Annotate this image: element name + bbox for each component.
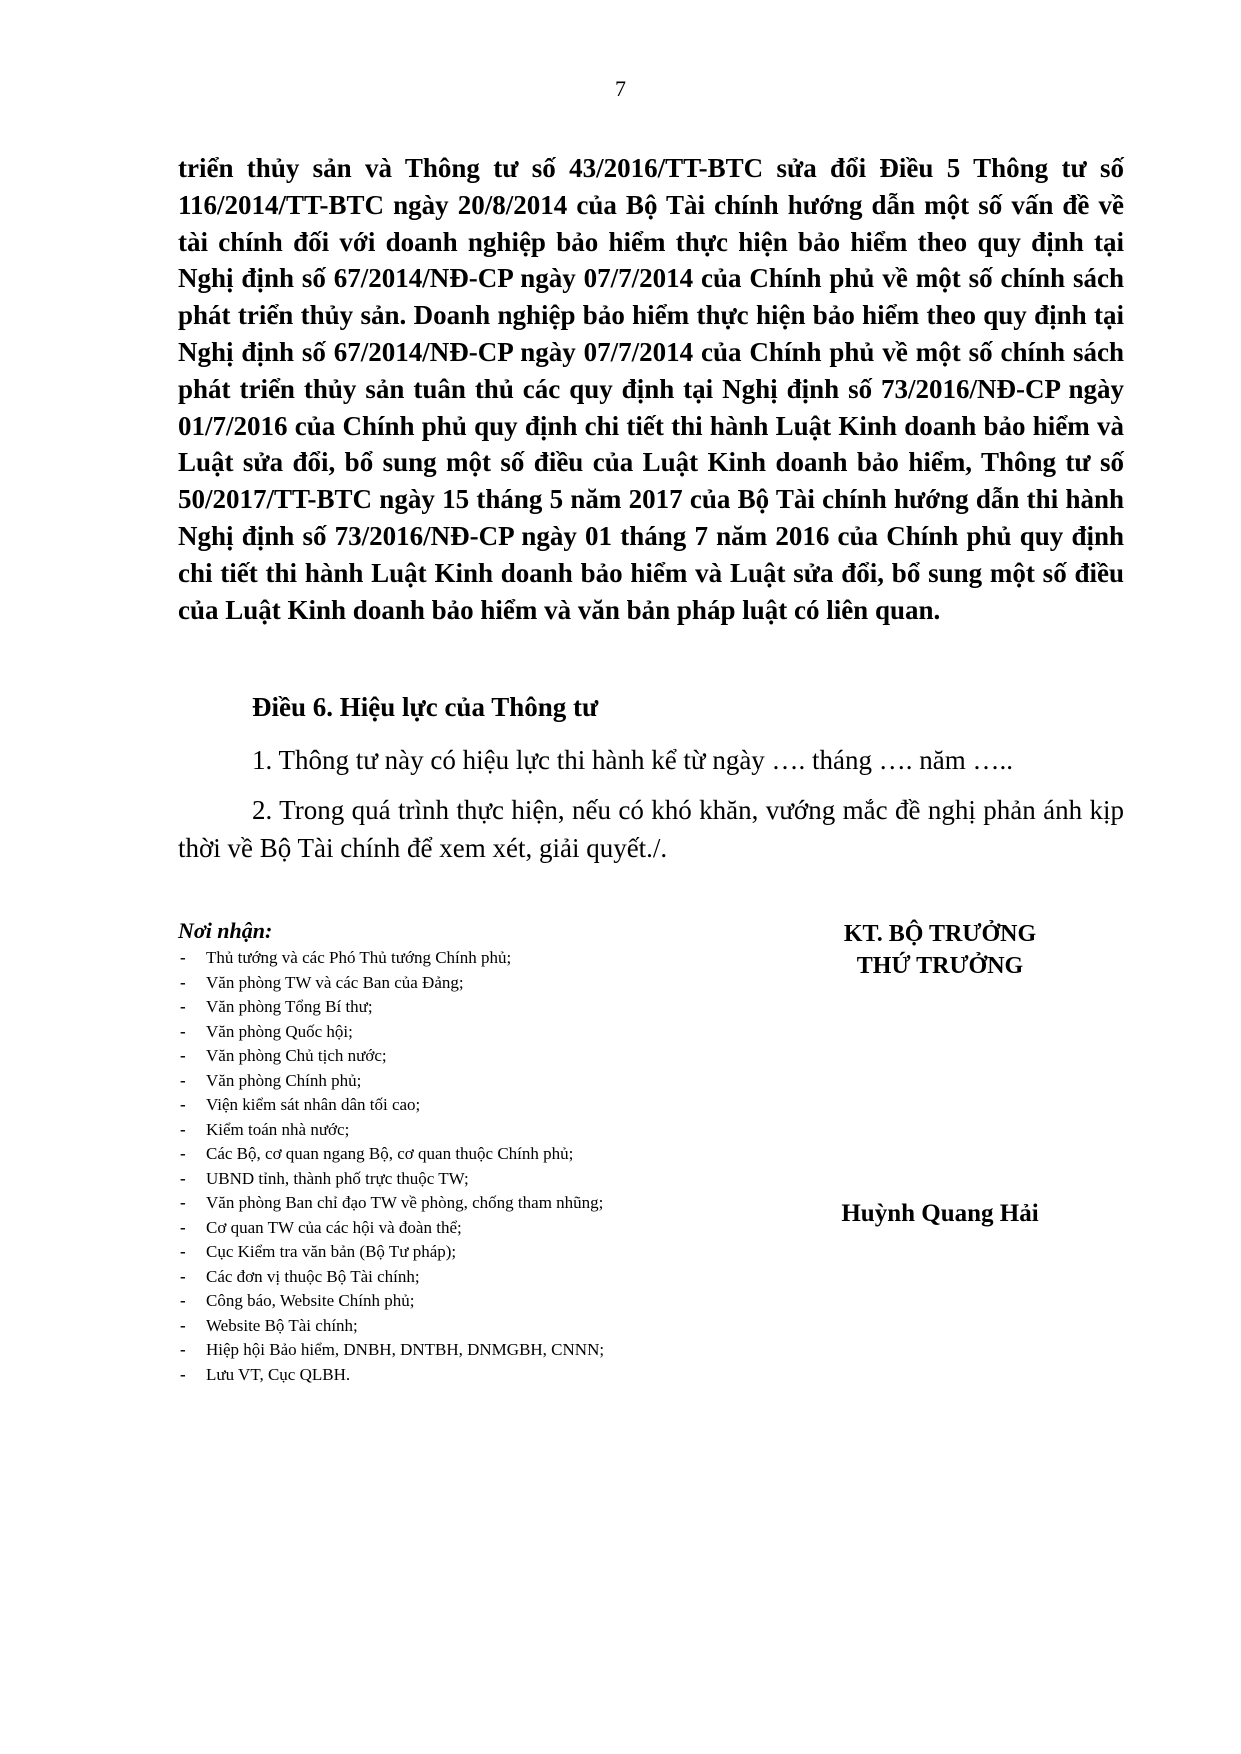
recipient-text: Kiểm toán nhà nước; <box>206 1119 350 1139</box>
recipient-text: Thủ tướng và các Phó Thủ tướng Chính phủ; <box>206 948 512 967</box>
recipient-text: Văn phòng TW và các Ban của Đảng; <box>206 972 464 992</box>
recipient-item <box>178 946 738 971</box>
signature-title: THỨ TRƯỞNG <box>856 953 1024 979</box>
recipient-item <box>178 995 738 1020</box>
list-dash: - <box>180 1119 186 1139</box>
article-5-continuation-paragraph: triển thủy sản và Thông tư số 43/2016/TT-BTC sửa đổi Điều 5 Thông tư số 116/2014/TT-BTC ngày 20/8/2014 của Bộ Tài chính hướng dẫn một số vấn đề về tài chính đối với doanh nghiệp bảo hiểm thực hiện bảo hiểm theo quy định tại Nghị định số 67/2014/NĐ-CP ngày 07/7/2014 của Chính phủ về một số chính sách phát triển thủy sản. Doanh nghiệp bảo hiểm thực hiện bảo hiểm theo quy định tại Nghị định số 67/2014/NĐ-CP ngày 07/7/2014 của Chính phủ về một số chính sách phát triển thủy sản tuân thủ các quy định tại Nghị định số 73/2016/NĐ-CP ngày 01/7/2016 của Chính phủ quy định chi tiết thi hành Luật Kinh doanh bảo hiểm và Luật sửa đổi, bổ sung một số điều của Luật Kinh doanh bảo hiểm, Thông tư số 50/2017/TT-BTC ngày 15 tháng 5 năm 2017 của Bộ Tài chính hướng dẫn thi hành Nghị định số 73/2016/NĐ-CP ngày 01 tháng 7 năm 2016 của Chính phủ quy định chi tiết thi hành Luật Kinh doanh bảo hiểm và Luật sửa đổi, bổ sung một số điều của Luật Kinh doanh bảo hiểm và văn bản pháp luật có liên quan. <box>178 153 1124 625</box>
recipient-item <box>178 1314 738 1339</box>
signature-authority: KT. BỘ TRƯỞNG <box>843 921 1037 947</box>
recipient-text: Viện kiểm sát nhân dân tối cao; <box>206 1095 421 1114</box>
signer-name: Huỳnh Quang Hải <box>841 1200 1039 1227</box>
recipients-title: Nơi nhận: <box>178 918 273 943</box>
recipient-list <box>178 946 738 1387</box>
list-dash: - <box>180 1046 186 1065</box>
recipient-item <box>178 971 738 996</box>
recipient-text: Văn phòng Ban chỉ đạo TW về phòng, chống tham nhũng; <box>206 1193 604 1212</box>
list-dash: - <box>180 1144 186 1163</box>
recipient-text: Website Bộ Tài chính; <box>206 1315 358 1335</box>
recipient-item <box>178 1142 738 1167</box>
recipient-item <box>178 1093 738 1118</box>
list-dash: - <box>180 948 186 967</box>
recipient-item <box>178 1020 738 1045</box>
list-dash: - <box>180 1095 186 1114</box>
recipient-item <box>178 1216 738 1241</box>
list-dash: - <box>180 1021 186 1041</box>
recipient-item <box>178 1044 738 1069</box>
list-dash: - <box>180 1291 186 1310</box>
recipient-item <box>178 1289 738 1314</box>
recipient-text: Cục Kiểm tra văn bản (Bộ Tư pháp); <box>206 1242 457 1261</box>
recipients-block <box>178 918 738 1387</box>
signature-block <box>780 918 1100 982</box>
recipient-item <box>178 1363 738 1388</box>
list-dash: - <box>180 1193 186 1212</box>
recipient-text: Công báo, Website Chính phủ; <box>206 1291 415 1310</box>
recipient-item <box>178 1191 738 1216</box>
list-dash: - <box>180 1217 186 1237</box>
recipient-text: Văn phòng Chủ tịch nước; <box>206 1046 387 1065</box>
list-dash: - <box>180 1340 186 1359</box>
recipient-text: Lưu VT, Cục QLBH. <box>206 1364 351 1384</box>
recipient-text: Hiệp hội Bảo hiểm, DNBH, DNTBH, DNMGBH, CNNN; <box>206 1340 605 1359</box>
recipient-item <box>178 1118 738 1143</box>
recipient-item <box>178 1338 738 1363</box>
recipient-text: Văn phòng Quốc hội; <box>206 1021 353 1041</box>
recipient-text: Văn phòng Tổng Bí thư; <box>206 997 373 1016</box>
recipient-text: Văn phòng Chính phủ; <box>206 1070 362 1090</box>
recipient-text: Các đơn vị thuộc Bộ Tài chính; <box>206 1266 420 1286</box>
recipient-item <box>178 1265 738 1290</box>
list-dash: - <box>180 972 186 992</box>
list-dash: - <box>180 1364 186 1384</box>
page-number: 7 <box>615 76 626 101</box>
list-dash: - <box>180 1315 186 1335</box>
recipient-item <box>178 1069 738 1094</box>
list-dash: - <box>180 997 186 1016</box>
recipient-text: UBND tỉnh, thành phố trực thuộc TW; <box>206 1168 469 1188</box>
list-dash: - <box>180 1070 186 1090</box>
list-dash: - <box>180 1242 186 1261</box>
recipient-item <box>178 1167 738 1192</box>
article-6-clause-1: 1. Thông tư này có hiệu lực thi hành kể từ ngày …. tháng …. năm ….. <box>252 745 1014 775</box>
recipient-text: Các Bộ, cơ quan ngang Bộ, cơ quan thuộc Chính phủ; <box>206 1144 574 1163</box>
recipient-text: Cơ quan TW của các hội và đoàn thể; <box>206 1217 462 1237</box>
article-6-heading: Điều 6. Hiệu lực của Thông tư <box>252 692 599 722</box>
recipient-item <box>178 1240 738 1265</box>
article-6-clause-2: 2. Trong quá trình thực hiện, nếu có khó khăn, vướng mắc đề nghị phản ánh kịp thời về Bộ Tài chính để xem xét, giải quyết./. <box>178 795 1124 863</box>
list-dash: - <box>180 1168 186 1188</box>
list-dash: - <box>180 1266 186 1286</box>
